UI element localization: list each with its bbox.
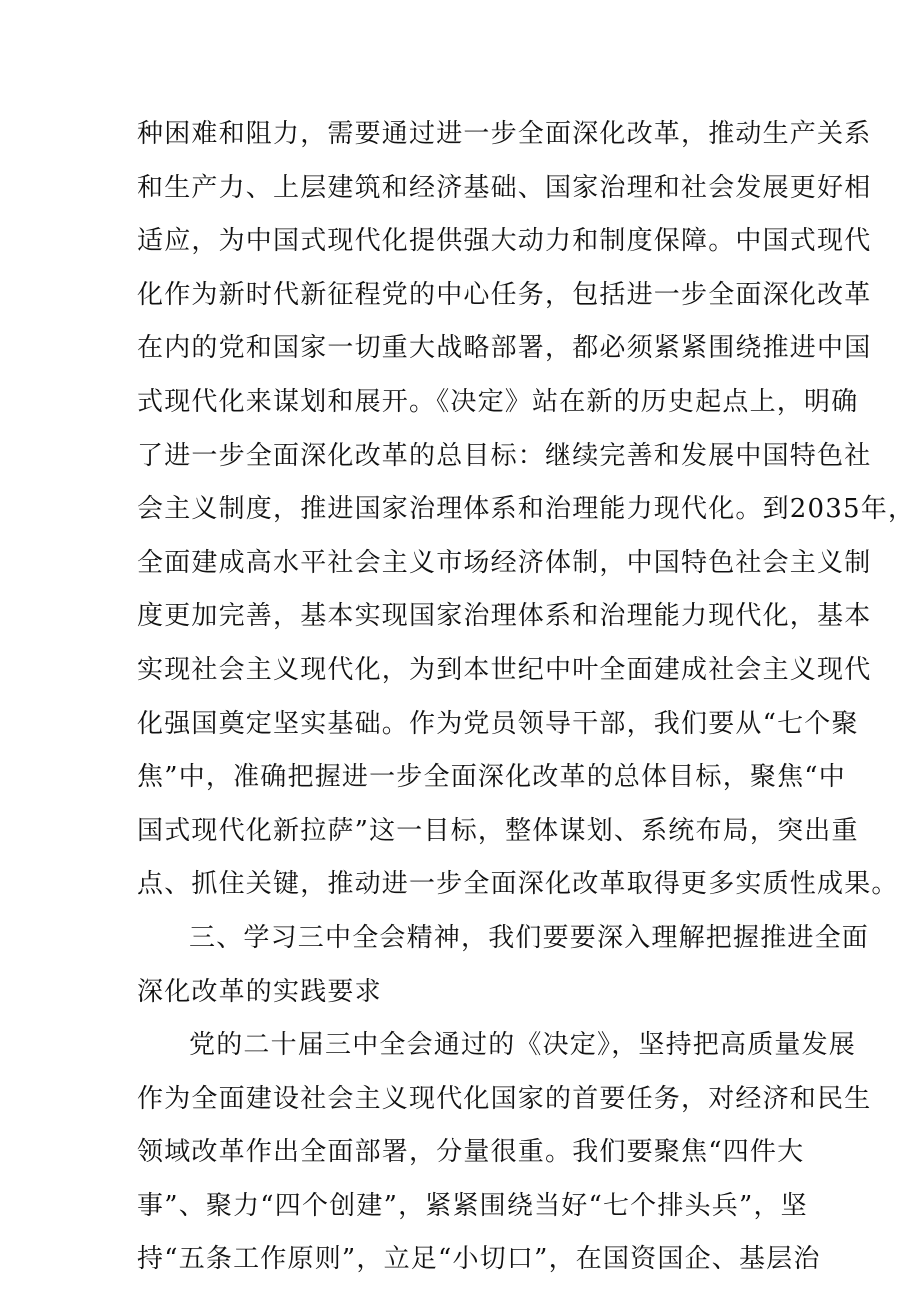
body-text-line: 国式现代化新拉萨”这一目标，整体谋划、系统布局，突出重 <box>137 815 859 846</box>
body-text-line: 了进一步全面深化改革的总目标：继续完善和发展中国特色社 <box>137 440 872 471</box>
body-text-line: 作为全面建设社会主义现代化国家的首要任务，对经济和民生 <box>137 1083 872 1114</box>
body-text-line: 在内的党和国家一切重大战略部署，都必须紧紧围绕推进中国 <box>137 333 872 364</box>
body-text-line: 点、抓住关键，推动进一步全面深化改革取得更多实质性成果。 <box>137 869 899 900</box>
section-heading-line: 三、学习三中全会精神，我们要要深入理解把握推进全面 <box>189 922 870 953</box>
body-text-line: 种困难和阻力，需要通过进一步全面深化改革，推动生产关系 <box>137 119 872 149</box>
body-text-line: 实现社会主义现代化，为到本世纪中叶全面建成社会主义现代 <box>137 654 872 685</box>
body-text-line: 和生产力、上层建筑和经济基础、国家治理和社会发展更好相 <box>137 172 872 203</box>
body-text-line: 会主义制度，推进国家治理体系和治理能力现代化。到2035年， <box>137 494 916 525</box>
body-text-line: 全面建成高水平社会主义市场经济体制，中国特色社会主义制 <box>137 547 872 578</box>
body-text-line: 领域改革作出全面部署，分量很重。我们要聚焦“四件大 <box>137 1137 805 1168</box>
body-text-line: 适应，为中国式现代化提供强大动力和制度保障。中国式现代 <box>137 226 872 257</box>
body-text-line: 式现代化来谋划和展开。《决定》站在新的历史起点上，明确 <box>137 386 859 417</box>
body-text-line: 化强国奠定坚实基础。作为党员领导干部，我们要从“七个聚 <box>137 708 859 739</box>
section-heading-line: 深化改革的实践要求 <box>137 976 382 1007</box>
body-text-line: 化作为新时代新征程党的中心任务，包括进一步全面深化改革 <box>137 279 872 310</box>
body-text-line: 焦”中，准确把握进一步全面深化改革的总体目标，聚焦“中 <box>137 762 846 793</box>
body-text-line: 持“五条工作原则”，立足“小切口”，在国资国企、基层治 <box>137 1244 821 1275</box>
body-text-line: 党的二十届三中全会通过的《决定》，坚持把高质量发展 <box>189 1030 857 1061</box>
body-text-line: 度更加完善，基本实现国家治理体系和治理能力现代化，基本 <box>137 601 872 632</box>
body-text-line: 事”、聚力“四个创建”，紧紧围绕当好“七个排头兵”，坚 <box>137 1190 808 1221</box>
